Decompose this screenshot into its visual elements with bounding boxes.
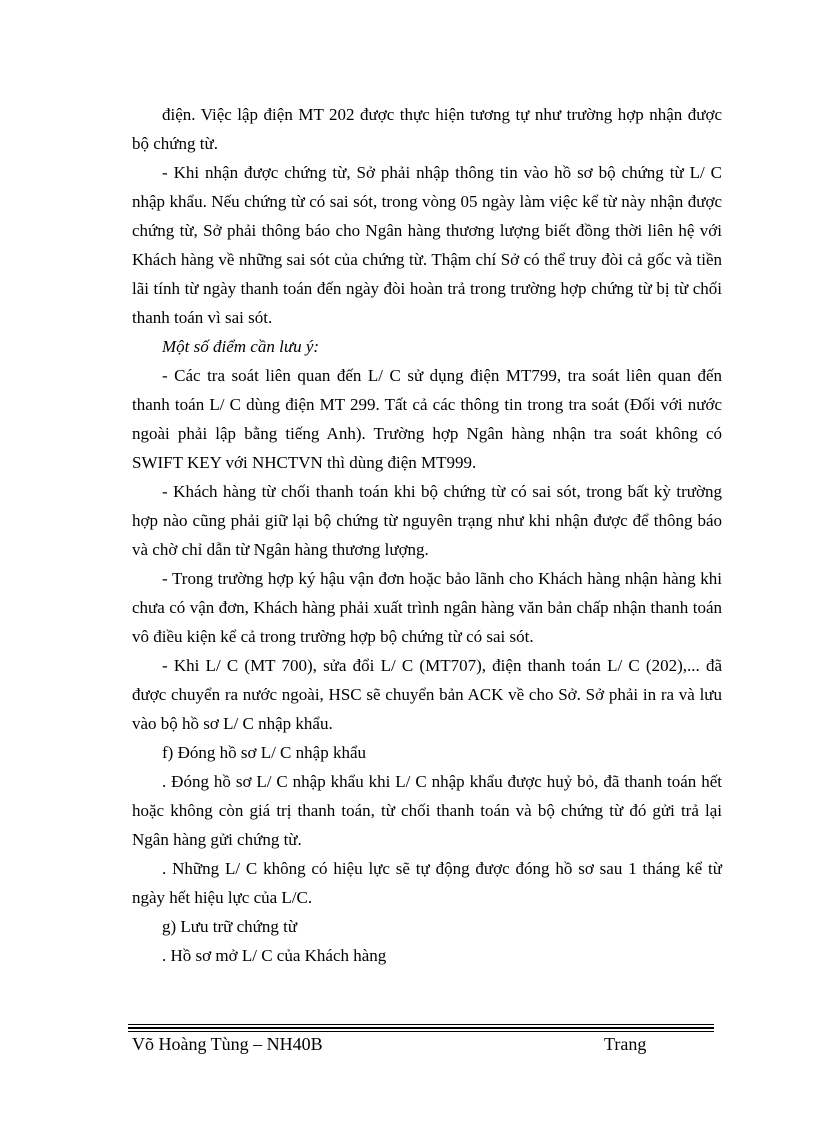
document-body [132, 100, 722, 970]
paragraph-continuation: điện. Việc lập điện MT 202 được thực hiện tương tự như trường hợp nhận được bộ chứng từ. [132, 105, 722, 153]
footer-page-label: Trang [604, 1034, 647, 1054]
footer-author: Võ Hoàng Tùng – NH40B [132, 1034, 323, 1054]
paragraph-auto-close: . Những L/ C không có hiệu lực sẽ tự động được đóng hồ sơ sau 1 tháng kể từ ngày hết hiệu lực của L/C. [132, 859, 722, 907]
footer-divider [128, 1027, 714, 1029]
footer-divider [128, 1024, 714, 1025]
paragraph-endorsement: - Trong trường hợp ký hậu vận đơn hoặc bảo lãnh cho Khách hàng nhận hàng khi chưa có vận đơn, Khách hàng phải xuất trình ngân hàng văn bản chấp nhận thanh toán vô điều kiện kể cả trong trường hợp bộ chứng từ có sai sót. [132, 569, 722, 646]
paragraph-refusal: - Khách hàng từ chối thanh toán khi bộ chứng từ có sai sót, trong bất kỳ trường hợp nào cũng phải giữ lại bộ chứng từ nguyên trạng như khi nhận được để thông báo và chờ chỉ dẫn từ Ngân hàng thương lượng. [132, 482, 722, 559]
paragraph-customer-file: . Hồ sơ mở L/ C của Khách hàng [162, 946, 387, 965]
paragraph-inquiries: - Các tra soát liên quan đến L/ C sử dụng điện MT799, tra soát liên quan đến thanh toán L/ C dùng điện MT 299. Tất cả các thông tin trong tra soát (Đối với nước ngoài phải lập bằng tiếng Anh). Trường hợp Ngân hàng nhận tra soát không có SWIFT KEY với NHCTVN thì dùng điện MT999. [132, 366, 722, 472]
paragraph-receiving-documents: - Khi nhận được chứng từ, Sở phải nhập thông tin vào hồ sơ bộ chứng từ L/ C nhập khẩu. Nếu chứng từ có sai sót, trong vòng 05 ngày làm việc kể từ này nhận được chứng từ, Sở phải thông báo cho Ngân hàng thương lượng biết đồng thời liên hệ với Khách hàng về những sai sót của chứng từ. Thậm chí Sở có thể truy đòi cả gốc và tiền lãi tính từ ngày thanh toán đến ngày đòi hoàn trả trong trường hợp chứng từ bị từ chối thanh toán vì sai sót. [132, 163, 722, 327]
paragraph-closing-file: . Đóng hồ sơ L/ C nhập khẩu khi L/ C nhập khẩu được huỷ bỏ, đã thanh toán hết hoặc không còn giá trị thanh toán, từ chối thanh toán và bộ chứng từ đó gửi trả lại Ngân hàng gửi chứng từ. [132, 772, 722, 849]
paragraph-ack: - Khi L/ C (MT 700), sửa đổi L/ C (MT707), điện thanh toán L/ C (202),... đã được chuyển ra nước ngoài, HSC sẽ chuyển bản ACK về cho Sở. Sở phải in ra và lưu vào bộ hồ sơ L/ C nhập khẩu. [132, 656, 722, 733]
section-heading-g: g) Lưu trữ chứng từ [162, 917, 298, 936]
section-heading-f: f) Đóng hồ sơ L/ C nhập khẩu [162, 743, 366, 762]
notes-heading: Một số điểm cần lưu ý: [162, 337, 320, 356]
